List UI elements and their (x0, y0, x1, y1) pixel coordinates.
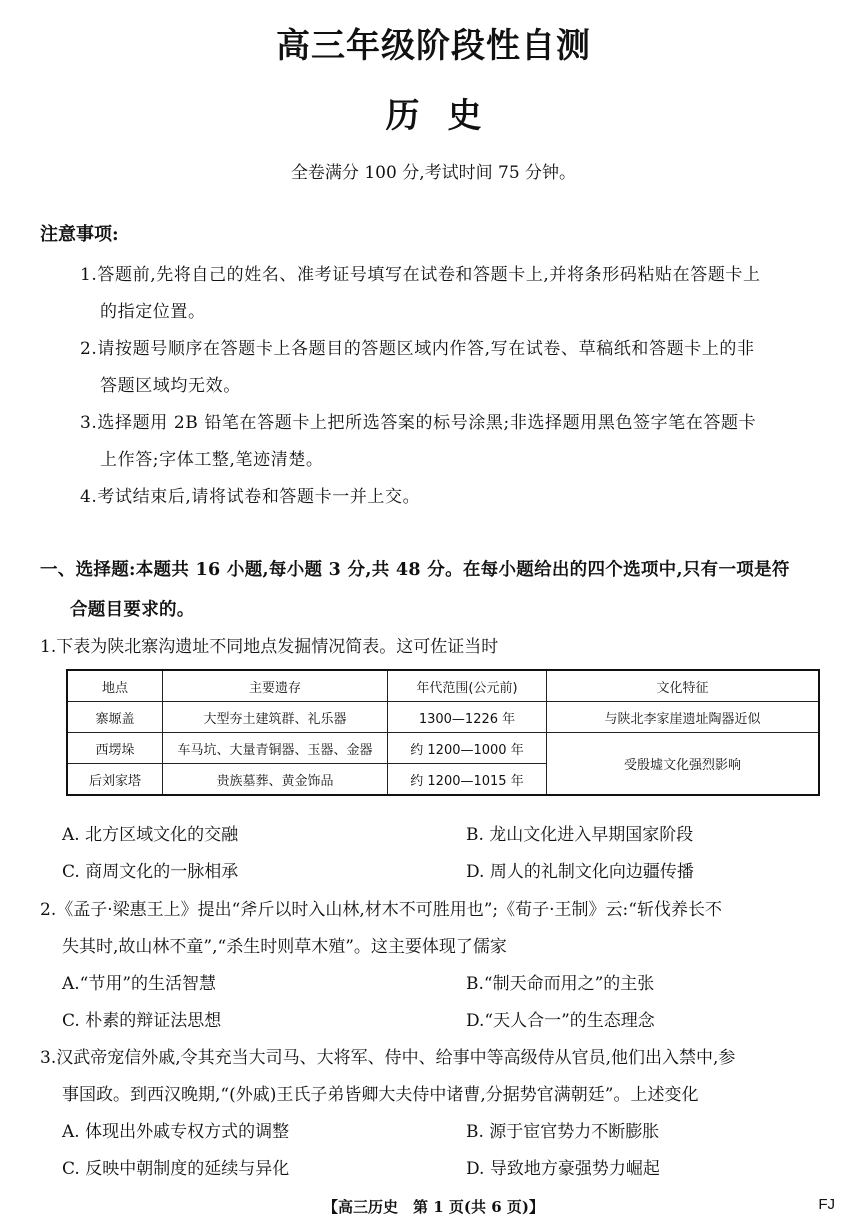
table-cell: 1300—1226 年 (388, 702, 547, 733)
question-3-stem-cont: 事国政。到西汉晚期,“(外戚)王氏子弟皆卿大夫侍中诸曹,分据势官满朝廷”。上述变化 (62, 1085, 699, 1105)
section-heading-cont: 合题目要求的。 (70, 600, 195, 620)
question-1-stem: 1.下表为陕北寨沟遗址不同地点发掘情况简表。这可佐证当时 (40, 637, 499, 657)
q3-option-d: D. 导致地方豪强势力崛起 (466, 1159, 660, 1179)
table-cell: 约 1200—1000 年 (388, 733, 547, 764)
q3-option-b: B. 源于宦官势力不断膨胀 (466, 1122, 660, 1142)
q2-option-c: C. 朴素的辩证法思想 (62, 1011, 222, 1031)
table-cell: 贵族墓葬、黄金饰品 (163, 764, 388, 796)
subject-title: 历史 (385, 96, 510, 136)
notice-heading: 注意事项: (40, 224, 119, 245)
footer-code: FJ (818, 1196, 835, 1213)
q1-option-a: A. 北方区域文化的交融 (62, 825, 239, 845)
notice-line: 上作答;字体工整,笔迹清楚。 (100, 450, 324, 470)
q2-option-a: A.“节用”的生活智慧 (62, 974, 217, 994)
q1-option-d: D. 周人的礼制文化向边疆传播 (466, 862, 694, 882)
table-cell-merged: 受殷墟文化强烈影响 (547, 733, 820, 796)
q1-option-b: B. 龙山文化进入早期国家阶段 (466, 825, 694, 845)
question-2-stem: 2.《孟子·梁惠王上》提出“斧斤以时入山林,材木不可胜用也”;《荀子·王制》云:“斩伐养长不 (40, 900, 722, 920)
table-row (67, 702, 819, 733)
excavation-table (66, 669, 820, 796)
table-header-cell: 年代范围(公元前) (388, 670, 547, 702)
notice-line: 3.选择题用 2B 铅笔在答题卡上把所选答案的标号涂黑;非选择题用黑色签字笔在答题卡 (80, 413, 757, 433)
q1-option-c: C. 商周文化的一脉相承 (62, 862, 239, 882)
question-2-stem-cont: 失其时,故山林不童”,“杀生时则草木殖”。这主要体现了儒家 (62, 937, 507, 957)
table-header-cell: 地点 (67, 670, 163, 702)
section-heading: 一、选择题:本题共 16 小题,每小题 3 分,共 48 分。在每小题给出的四个选项中,只有一项是符 (40, 560, 790, 580)
table-cell: 与陕北李家崖遗址陶器近似 (547, 702, 820, 733)
notice-line: 2.请按题号顺序在答题卡上各题目的答题区域内作答,写在试卷、草稿纸和答题卡上的非 (80, 339, 755, 359)
table-header-cell: 主要遗存 (163, 670, 388, 702)
notice-line: 答题区域均无效。 (100, 376, 241, 396)
table-cell: 西塄垛 (67, 733, 163, 764)
table-header-cell: 文化特征 (547, 670, 820, 702)
table-cell: 寨塬盖 (67, 702, 163, 733)
table-cell: 车马坑、大量青铜器、玉器、金器 (163, 733, 388, 764)
q3-option-c: C. 反映中朝制度的延续与异化 (62, 1159, 290, 1179)
table-header-row (67, 670, 819, 702)
q2-option-b: B.“制天命而用之”的主张 (466, 974, 655, 994)
table-cell: 大型夯土建筑群、礼乐器 (163, 702, 388, 733)
notice-line: 4.考试结束后,请将试卷和答题卡一并上交。 (80, 487, 421, 507)
table-cell: 后刘家塔 (67, 764, 163, 796)
table-row (67, 733, 819, 764)
notice-line: 的指定位置。 (100, 302, 206, 322)
exam-title: 高三年级阶段性自测 (276, 26, 591, 66)
q3-option-a: A. 体现出外戚专权方式的调整 (62, 1122, 290, 1142)
notice-line: 1.答题前,先将自己的姓名、准考证号填写在试卷和答题卡上,并将条形码粘贴在答题卡上 (80, 265, 761, 285)
q2-option-d: D.“天人合一”的生态理念 (466, 1011, 655, 1031)
exam-info: 全卷满分 100 分,考试时间 75 分钟。 (290, 163, 577, 183)
table-cell: 约 1200—1015 年 (388, 764, 547, 796)
page-footer: 【高三历史 第 1 页(共 6 页)】 (323, 1198, 544, 1216)
question-3-stem: 3.汉武帝宠信外戚,令其充当大司马、大将军、侍中、给事中等高级侍从官员,他们出入禁中,参 (40, 1048, 736, 1068)
